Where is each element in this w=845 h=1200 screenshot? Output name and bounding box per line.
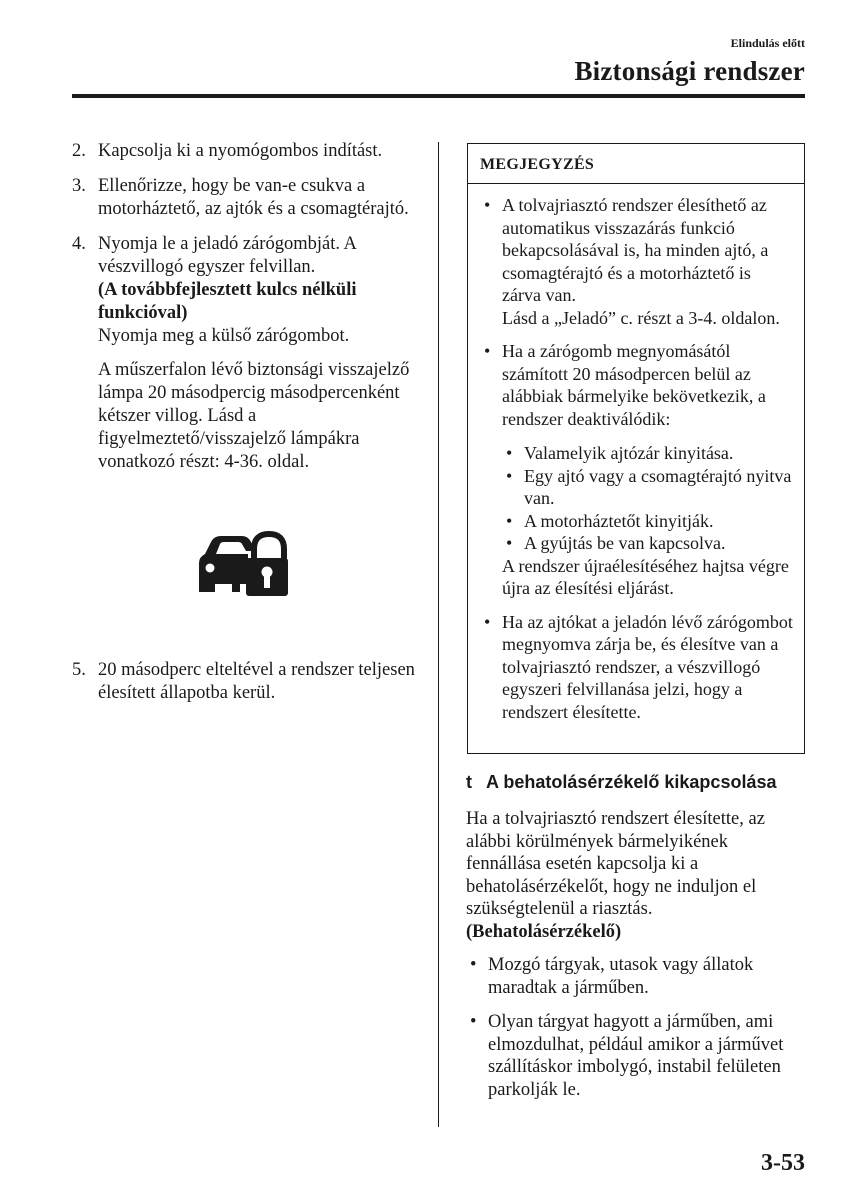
list-item <box>502 442 794 465</box>
list-item-text: Mozgó tárgyak, utasok vagy állatok maradtak a járműben. <box>488 955 754 998</box>
left-column <box>72 140 417 486</box>
bullet-mark: • <box>506 533 513 553</box>
step-paragraph: A műszerfalon lévő biztonsági visszajelző lámpa 20 másodpercig másodpercenként kétszer villog. Lásd a figyelmeztető/visszajelző lámpákra vonatkozó részt: 4-36. oldal. <box>98 360 410 472</box>
right-column-text <box>466 808 806 1101</box>
list-item-text: A gyújtás be van kapcsolva. <box>524 533 726 553</box>
note-bullet <box>478 340 794 600</box>
list-item <box>466 954 806 999</box>
step-number: 5. <box>72 660 86 680</box>
list-item-text: Egy ajtó vagy a csomagtérajtó nyitva van. <box>524 465 792 508</box>
step-2 <box>72 140 417 163</box>
bullet-mark: • <box>506 465 513 486</box>
list-item <box>502 532 794 555</box>
bullet-mark: • <box>506 443 513 463</box>
step-4 <box>72 233 417 474</box>
list-item <box>502 465 794 510</box>
bullet-mark: • <box>470 955 477 975</box>
note-bullet-text: Ha az ajtókat a jeladón lévő zárógombot megnyomva zárja be, és élesítve van a tolvajriasztó rendszer, a vészvillogó egyszeri felvillanása jelzi, hogy a rendszert élesítette. <box>502 611 793 722</box>
bullet-mark: • <box>484 195 491 215</box>
step-number: 2. <box>72 141 86 161</box>
section-name: Elindulás előtt <box>730 36 805 50</box>
step-bold-note: (A továbbfejlesztett kulcs nélküli funkcióval) <box>98 280 357 323</box>
note-bullet-text: A tolvajriasztó rendszer élesíthető az automatikus visszazárás funkció bekapcsolásával is, ha minden ajtó, a csomagtérajtó és a motorháztető is zárva van. <box>502 195 769 305</box>
note-bullet <box>478 611 794 724</box>
step-text: Nyomja le a jeladó zárógombját. A vészvillogó egyszer felvillan. <box>98 234 356 277</box>
section-intro-bold: (Behatolásérzékelő) <box>466 921 622 942</box>
note-bullet <box>478 194 794 329</box>
note-bullet-followup: A rendszer újraélesítéséhez hajtsa végre újra az élesítési eljárást. <box>502 555 789 598</box>
header-rule <box>72 94 805 98</box>
section-marker: t <box>466 772 472 792</box>
note-heading: MEGJEGYZÉS <box>468 144 804 184</box>
note-body <box>468 184 804 723</box>
step-3 <box>72 175 417 221</box>
note-sublist <box>502 442 794 555</box>
list-item <box>466 1011 806 1101</box>
section-intro: Ha a tolvajriasztó rendszert élesítette, az alábbi körülmények bármelyikének fennállása esetén kapcsolja ki a behatolásérzékelőt, hogy ne induljon el szükségtelenül a riasztás. <box>466 809 765 919</box>
list-item <box>502 510 794 533</box>
page-title: Biztonsági rendszer <box>574 56 805 86</box>
section-heading-text: A behatolásérzékelő kikapcsolása <box>486 772 777 792</box>
note-box <box>467 143 805 754</box>
page-number: 3-53 <box>761 1150 805 1176</box>
bullet-mark: • <box>506 510 513 531</box>
step-text: Kapcsolja ki a nyomógombos indítást. <box>98 141 383 161</box>
bullet-mark: • <box>484 341 491 361</box>
step-text-2: Nyomja meg a külső zárógombot. <box>98 326 350 346</box>
step-text: Ellenőrizze, hogy be van-e csukva a motorháztető, az ajtók és a csomagtérajtó. <box>98 176 409 219</box>
list-item-text: Olyan tárgyat hagyott a járműben, ami elmozdulhat, például amikor a járművet szállításkor imbolygó, instabil felületen parkolják le. <box>488 1012 784 1100</box>
list-item-text: Valamelyik ajtózár kinyitása. <box>524 443 734 463</box>
note-bullet-reference: Lásd a „Jeladó” c. részt a 3-4. oldalon. <box>502 307 780 328</box>
column-divider <box>438 142 439 1127</box>
step-5 <box>72 659 417 705</box>
section-heading <box>466 772 776 793</box>
step-text: 20 másodperc elteltével a rendszer teljesen élesített állapotba kerül. <box>98 660 415 703</box>
security-indicator-icon <box>196 530 290 598</box>
bullet-mark: • <box>470 1012 477 1032</box>
step-number: 4. <box>72 234 86 254</box>
step-number: 3. <box>72 176 86 196</box>
bullet-mark: • <box>484 611 491 632</box>
note-bullet-text: Ha a zárógomb megnyomásától számított 20 másodpercen belül az alábbiak bármelyike bekövetkezik, a rendszer deaktiválódik: <box>502 341 766 429</box>
list-item-text: A motorháztetőt kinyitják. <box>524 510 714 531</box>
